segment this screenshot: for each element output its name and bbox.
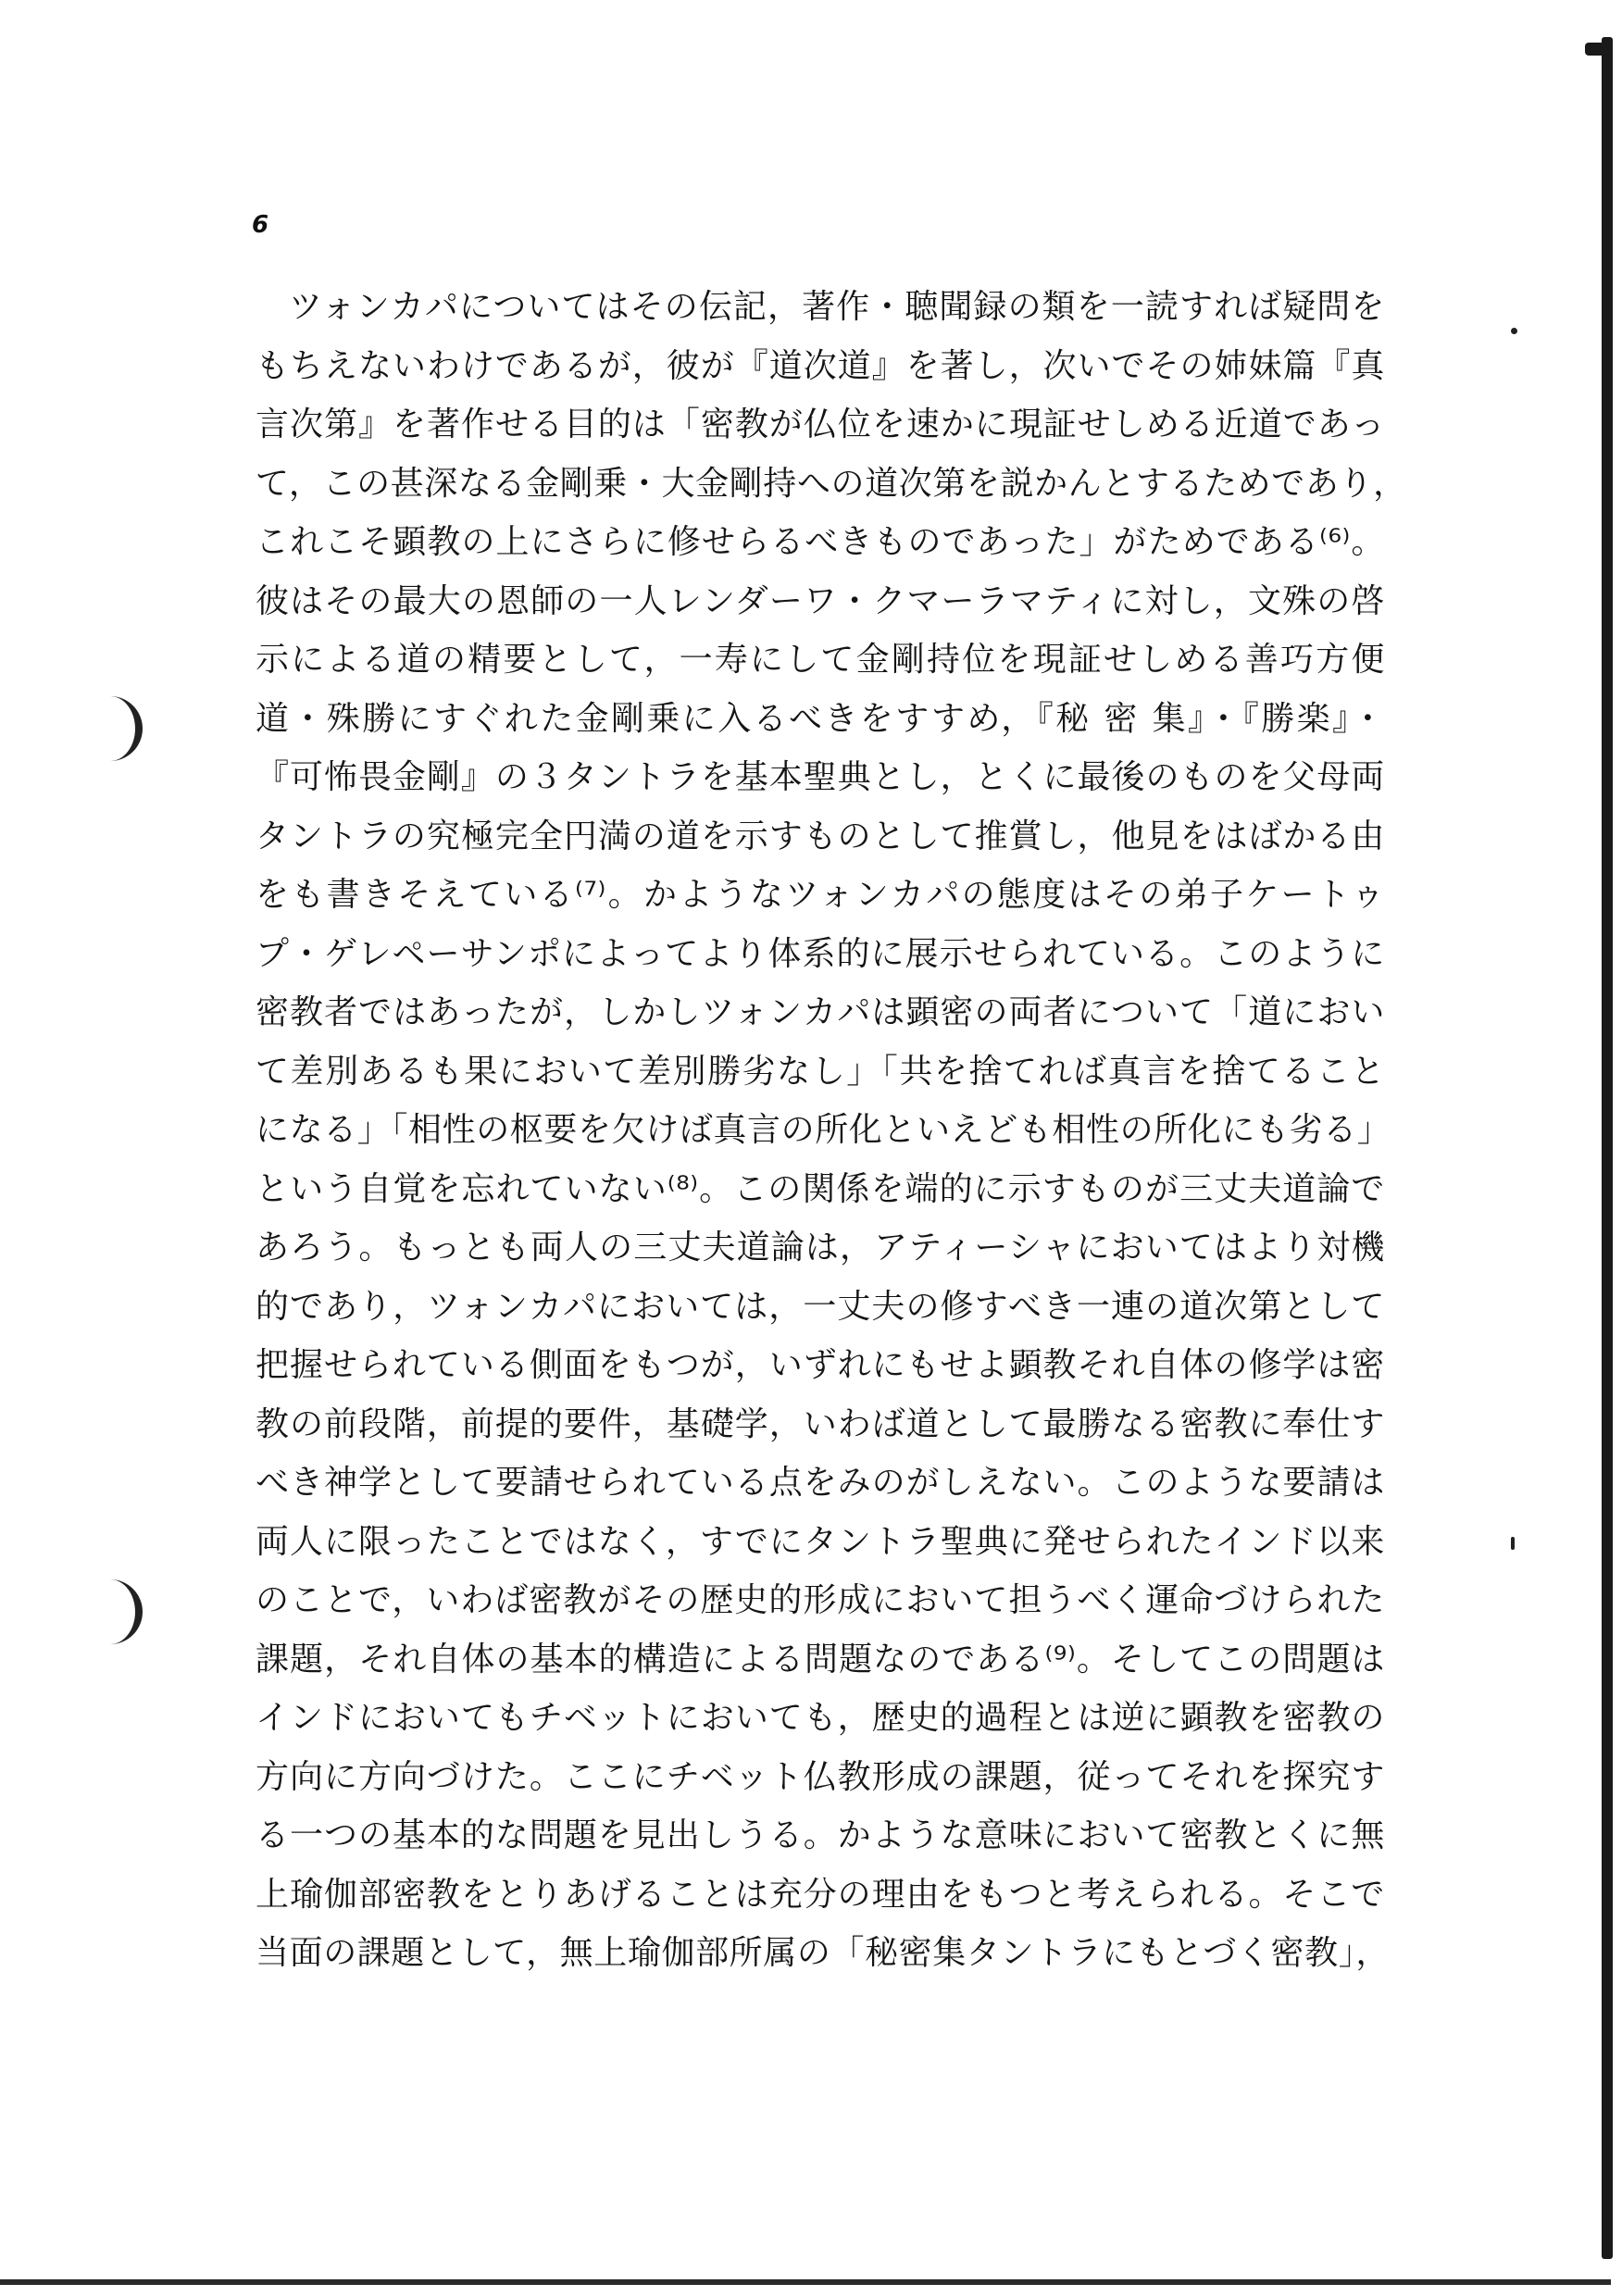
text-line: べき神学として要請せられている点をみのがしえない。このような要請は <box>256 1464 1385 1502</box>
text-line: もちえないわけであるが，彼が『道次道』を著し，次いでその姉妹篇『真 <box>256 346 1385 385</box>
text-line: これこそ顕教の上にさらに修せらるべきものであった」がためである⁽⁶⁾。 <box>256 523 1385 561</box>
text-line: 教の前段階，前提的要件，基礎学，いわば道として最勝なる密教に奉仕す <box>256 1404 1385 1443</box>
text-line: て差別あるも果において差別勝劣なし」「共を捨てれば真言を捨てること <box>256 1052 1385 1091</box>
text-line: て，この甚深なる金剛乗・大金剛持への道次第を説かんとするためであり， <box>256 464 1407 503</box>
text-line: プ・ゲレペーサンポによってより体系的に展示せられている。このように <box>256 934 1385 973</box>
binding-hole-mark <box>104 1579 143 1644</box>
text-line: 示による道の精要として，一寿にして金剛持位を現証せしめる善巧方便 <box>256 641 1385 679</box>
page-number: 6 <box>252 211 269 239</box>
text-line: インドにおいてもチベットにおいても，歴史的過程とは逆に顕教を密教の <box>256 1699 1385 1737</box>
text-line: 密教者ではあったが，しかしツォンカパは顕密の両者について「道におい <box>256 993 1385 1031</box>
text-line: 方向に方向づけた。ここにチベット仏教形成の課題，従ってそれを探究す <box>256 1757 1385 1796</box>
text-line: 把握せられている側面をもつが，いずれにもせよ顕教それ自体の修学は密 <box>256 1346 1385 1384</box>
text-line: 両人に限ったことではなく，すでにタントラ聖典に発せられたインド以来 <box>256 1522 1385 1561</box>
text-line: る一つの基本的な問題を見出しうる。かような意味において密教とくに無 <box>256 1816 1385 1854</box>
text-line: ツォンカパについてはその伝記，著作・聴聞録の類を一読すれば疑問を <box>289 288 1385 326</box>
text-line: 道・殊勝にすぐれた金剛乗に入るべきをすすめ，『秘 密 集』・『勝楽』・ <box>256 699 1385 738</box>
text-line: になる」「相性の枢要を欠けば真言の所化といえども相性の所化にも劣る」 <box>256 1111 1391 1149</box>
text-line: タントラの究極完全円満の道を示すものとして推賞し，他見をはばかる由 <box>256 817 1385 855</box>
binding-hole-mark <box>104 696 143 761</box>
scan-bottom-edge <box>0 2279 1611 2285</box>
text-line: 的であり，ツォンカパにおいては，一丈夫の修すべき一連の道次第として <box>256 1287 1385 1326</box>
text-line: 課題，それ自体の基本的構造による問題なのである⁽⁹⁾。そしてこの問題は <box>256 1640 1385 1678</box>
scan-speck <box>1511 328 1517 334</box>
text-line: 当面の課題として，無上瑜伽部所属の「秘密集タントラにもとづく密教」， <box>256 1934 1390 1972</box>
text-line: 彼はその最大の恩師の一人レンダーワ・クマーラマティに対し，文殊の啓 <box>256 581 1385 620</box>
scan-right-edge <box>1602 37 1613 2259</box>
text-line: をも書きそえている⁽⁷⁾。かようなツォンカパの態度はその弟子ケートゥ <box>256 876 1385 914</box>
body-paragraph <box>256 278 1407 1983</box>
text-line: 言次第』を著作せる目的は「密教が仏位を速かに現証せしめる近道であっ <box>256 406 1385 443</box>
text-line: 『可怖畏金剛』の３タントラを基本聖典とし，とくに最後のものを父母両 <box>256 758 1385 796</box>
text-line: あろう。もっとも両人の三丈夫道論は，アティーシャにおいてはより対機 <box>256 1229 1385 1267</box>
text-line: という自覚を忘れていない⁽⁸⁾。この関係を端的に示すものが三丈夫道論で <box>256 1169 1385 1208</box>
text-line: のことで，いわば密教がその歴史的形成において担うべく運命づけられた <box>256 1581 1385 1619</box>
scan-speck <box>1511 1537 1515 1550</box>
text-line: 上瑜伽部密教をとりあげることは充分の理由をもつと考えられる。そこで <box>256 1875 1385 1914</box>
